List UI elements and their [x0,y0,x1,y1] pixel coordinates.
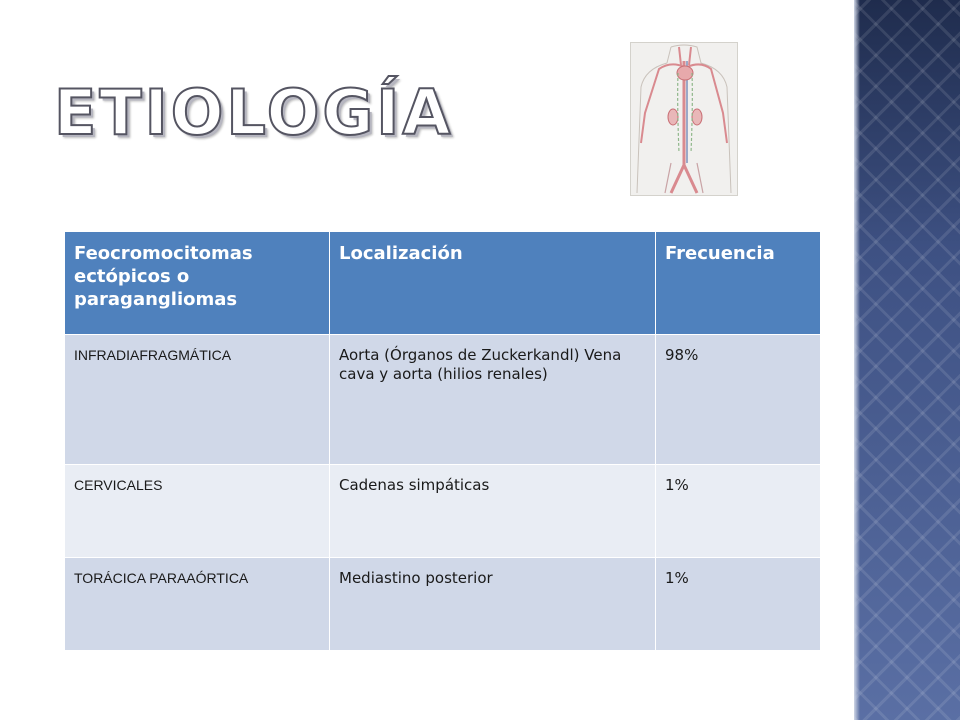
cell-location: Cadenas simpáticas [330,465,656,558]
etiology-table [64,231,821,651]
slide-title: ETIOLOGÍA [54,76,454,149]
cell-frequency: 98% [656,335,821,465]
header-type: Feocromocitomas ectópicos o paragangliomas [65,232,330,335]
cell-type: TORÁCICA PARAAÓRTICA [65,558,330,651]
table-row [65,335,821,465]
cell-location: Aorta (Órganos de Zuckerkandl) Vena cava y aorta (hilios renales) [330,335,656,465]
table-row [65,558,821,651]
cell-type: CERVICALES [65,465,330,558]
cell-location: Mediastino posterior [330,558,656,651]
anatomy-drawing [631,43,737,195]
header-frequency: Frecuencia [656,232,821,335]
table-row [65,465,821,558]
header-location: Localización [330,232,656,335]
cell-type: INFRADIAFRAGMÁTICA [65,335,330,465]
decorative-side-band [854,0,960,720]
cell-frequency: 1% [656,465,821,558]
table-header-row [65,232,821,335]
cell-frequency: 1% [656,558,821,651]
anatomy-illustration [630,42,738,196]
